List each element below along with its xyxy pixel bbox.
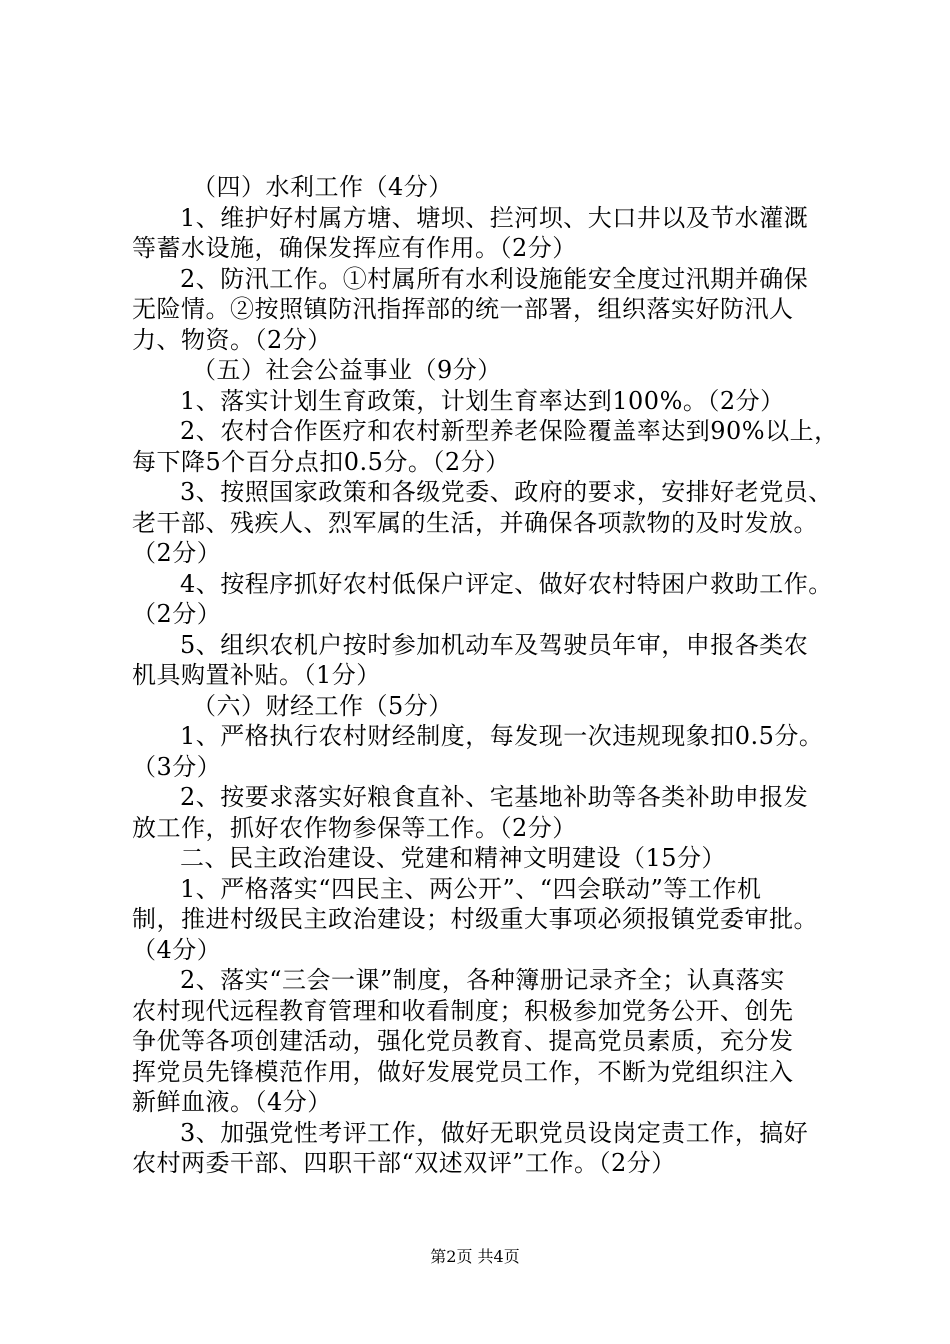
text-line: （2分） (132, 600, 222, 628)
text-line: （3分） (132, 752, 222, 781)
text-line: 制，推进村级民主政治建设；村级重大事项必须报镇党委审批。 (132, 905, 818, 933)
text-line: 农村两委干部、四职干部“双述双评”工作。（2分） (132, 1149, 676, 1177)
text-line: 争优等各项创建活动，强化党员教育、提高党员素质，充分发 (132, 1027, 794, 1055)
text-line: 2、按要求落实好粮食直补、宅基地补助等各类补助申报发 (180, 783, 809, 811)
text-line: 二、民主政治建设、党建和精神文明建设（15分） (180, 844, 727, 872)
text-line: （2分） (132, 539, 222, 567)
text-line: 2、落实“三会一课”制度，各种簿册记录齐全；认真落实 (180, 966, 785, 994)
text-line: 无险情。②按照镇防汛指挥部的统一部署，组织落实好防汛人 (132, 295, 794, 323)
text-line: （4分） (132, 935, 222, 964)
text-line: 新鲜血液。（4分） (132, 1088, 332, 1116)
text-line: 放工作，抓好农作物参保等工作。（2分） (132, 813, 577, 842)
text-line: 力、物资。（2分） (132, 325, 332, 354)
section-heading-line: （四）水利工作（4分） (192, 173, 453, 201)
text-line: 农村现代远程教育管理和收看制度；积极参加党务公开、创先 (132, 996, 794, 1025)
text-line: 挥党员先锋模范作用，做好发展党员工作，不断为党组织注入 (132, 1057, 794, 1086)
document-body (132, 172, 839, 1179)
section-heading-line: （六）财经工作（5分） (192, 691, 453, 720)
page-footer: 第2页 共4页 (430, 1247, 520, 1266)
text-line: 1、严格落实“四民主、两公开”、“四会联动”等工作机 (180, 874, 762, 903)
text-line: 2、农村合作医疗和农村新型养老保险覆盖率达到90%以上， (180, 417, 839, 445)
text-line: 5、组织农机户按时参加机动车及驾驶员年审，申报各类农 (180, 630, 809, 659)
text-line: 2、防汛工作。①村属所有水利设施能安全度过汛期并确保 (180, 264, 809, 293)
text-line: 1、维护好村属方塘、塘坝、拦河坝、大口井以及节水灌溉 (180, 203, 809, 232)
text-line: 每下降5个百分点扣0.5分。（2分） (132, 447, 510, 476)
text-line: 1、落实计划生育政策，计划生育率达到100%。（2分） (180, 386, 785, 415)
text-line: 3、加强党性考评工作，做好无职党员设岗定责工作，搞好 (180, 1118, 809, 1147)
text-line: 老干部、残疾人、烈军属的生活，并确保各项款物的及时发放。 (132, 508, 818, 537)
text-line: 机具购置补贴。（1分） (132, 661, 381, 689)
text-line: 4、按程序抓好农村低保户评定、做好农村特困户救助工作。 (180, 569, 833, 598)
text-line: 1、严格执行农村财经制度，每发现一次违规现象扣0.5分。 (180, 722, 824, 750)
section-heading-line: （五）社会公益事业（9分） (192, 356, 502, 384)
text-line: 等蓄水设施，确保发挥应有作用。（2分） (132, 234, 577, 262)
text-line: 3、按照国家政策和各级党委、政府的要求，安排好老党员、 (180, 478, 833, 506)
